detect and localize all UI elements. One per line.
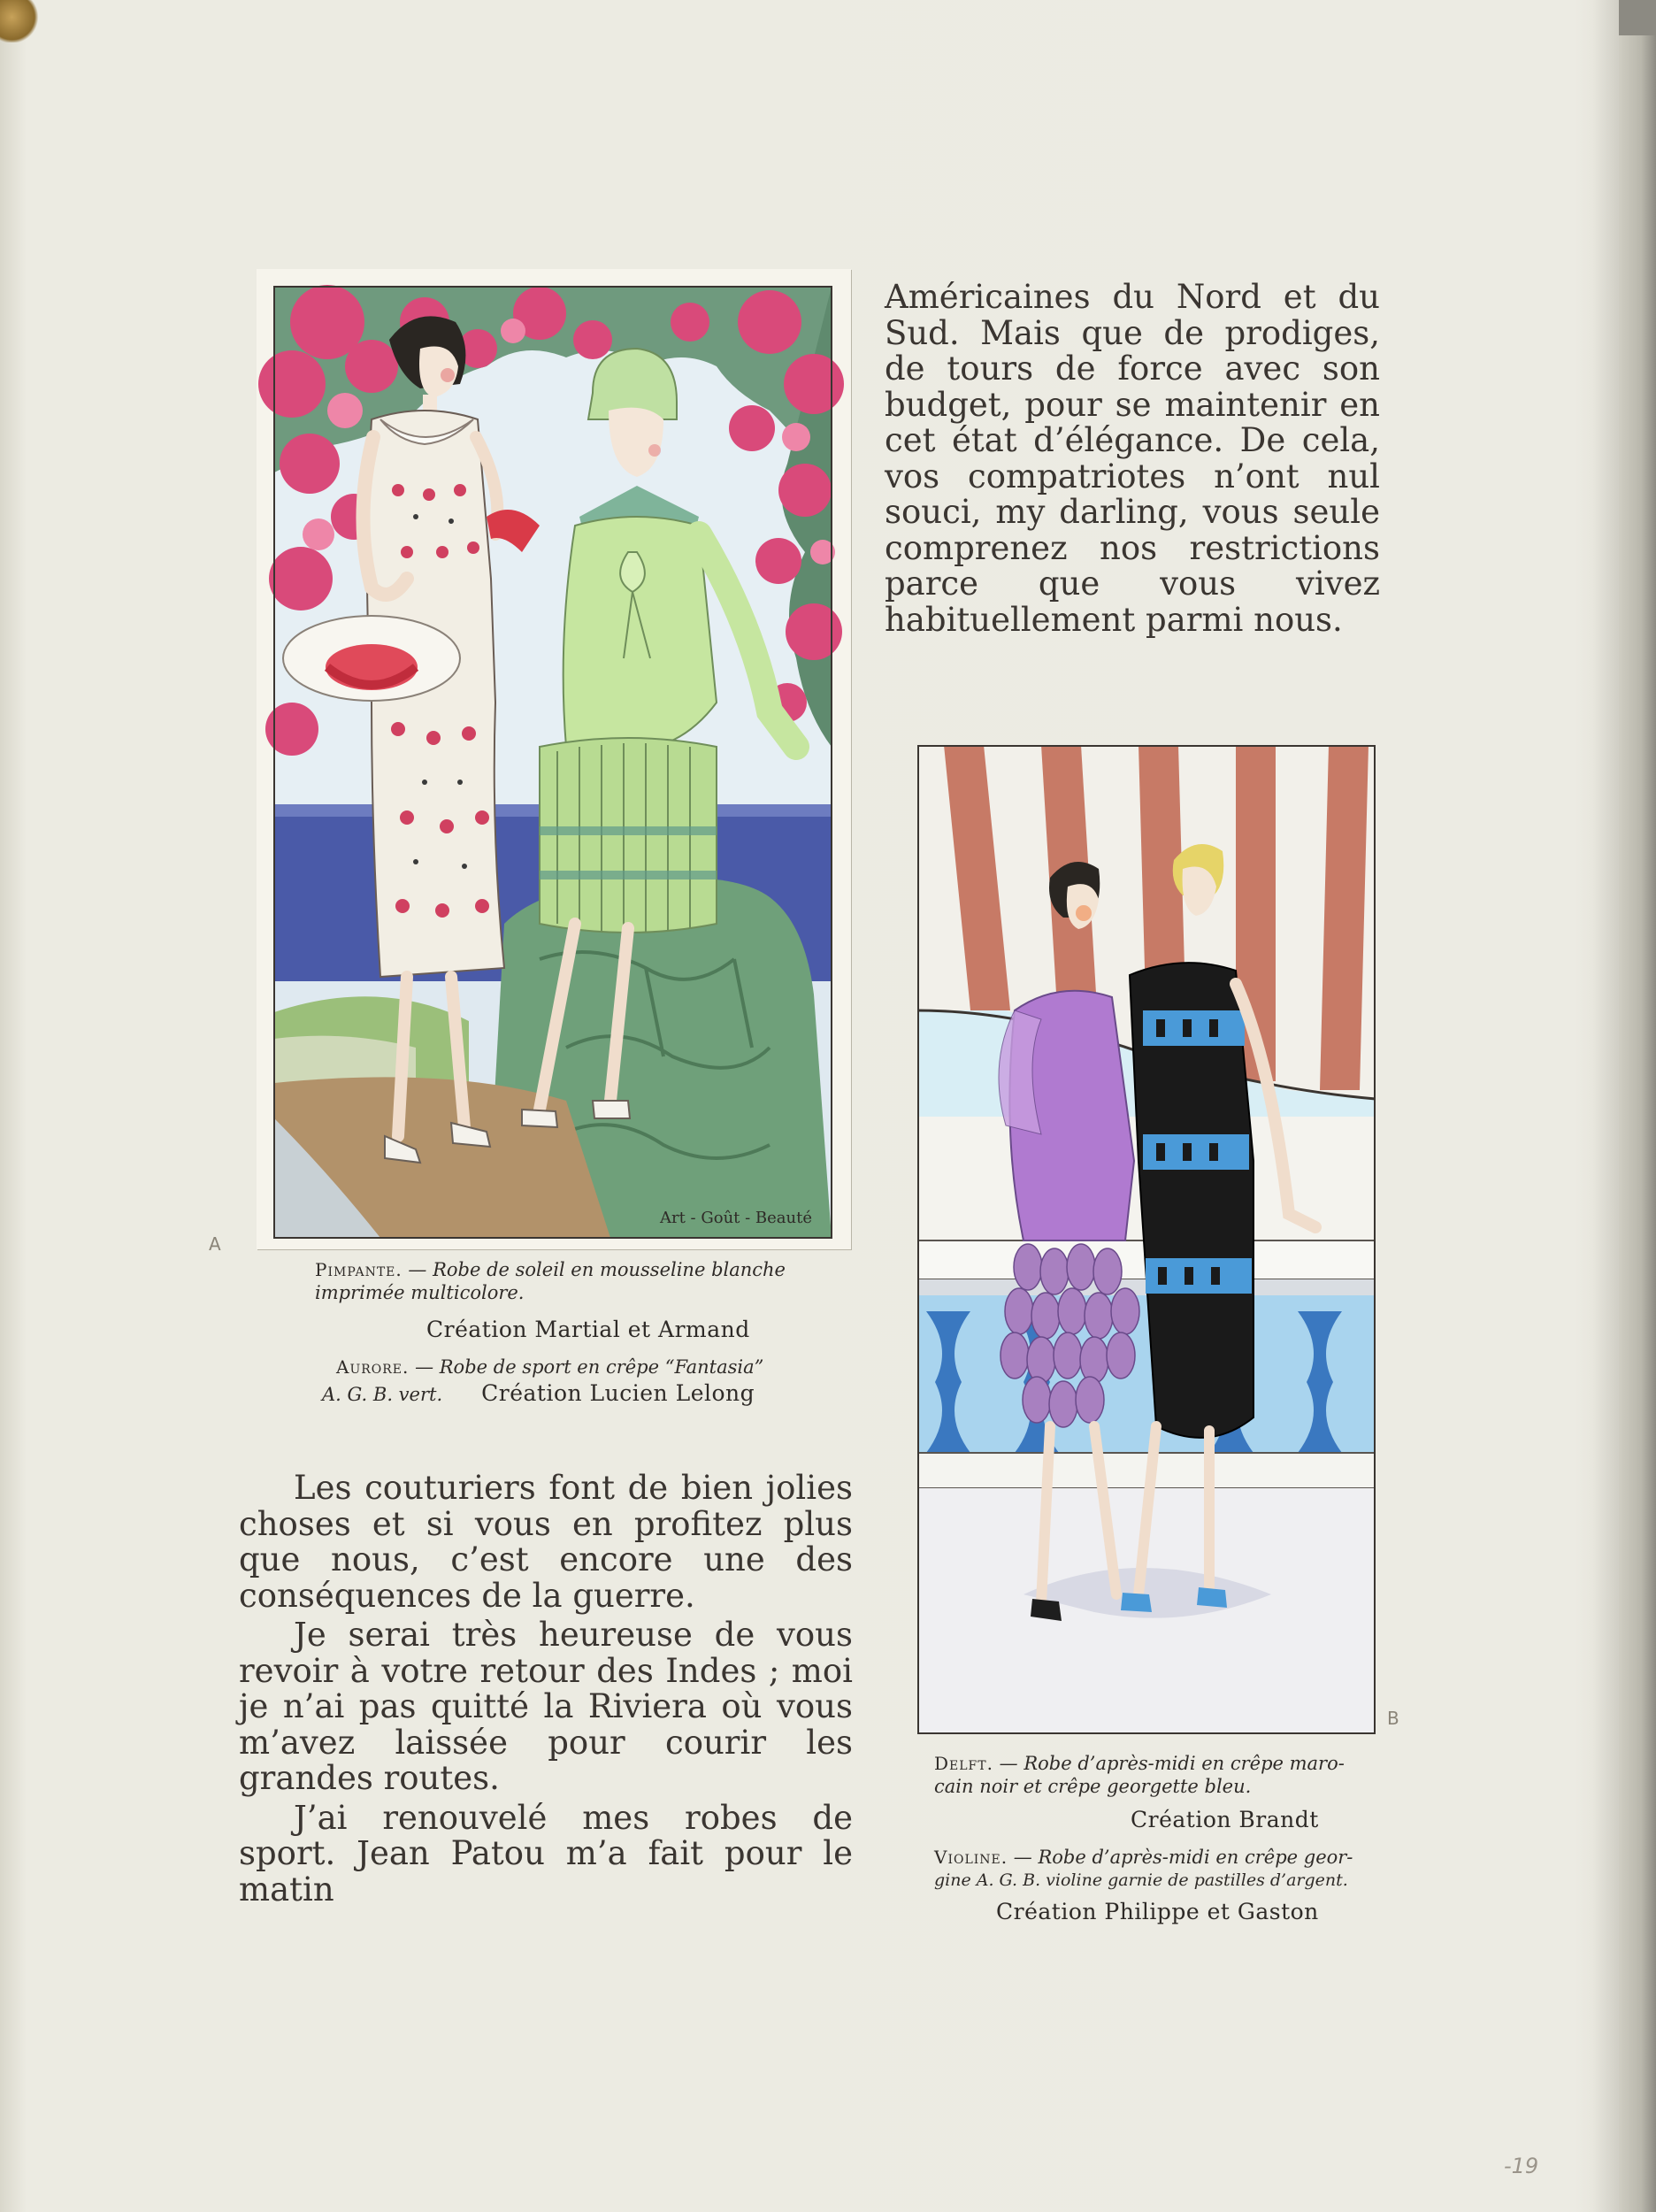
body-paragraph: J’ai renouvelé mes robes de sport. Jean Patou m’a fait pour le matin [239, 1798, 853, 1909]
body-text-left [239, 1471, 853, 1908]
caption-description: Robe d’après-midi en crêpe maro- [1024, 1753, 1345, 1774]
fashion-plate-b [917, 745, 1376, 1734]
caption-creation: Création Philippe et Gaston [996, 1899, 1319, 1924]
plate-b-illustration [917, 745, 1376, 1734]
plate-a-captions [315, 1258, 846, 1409]
fashion-plate-a [257, 269, 851, 1249]
plate-b-captions [934, 1752, 1376, 1927]
caption-pimpante [315, 1258, 846, 1281]
caption-dash: — [409, 1356, 440, 1378]
page-shadow [1592, 0, 1619, 2212]
body-paragraph: Américaines du Nord et du Sud. Mais que de prodiges, de tours de force avec son budget, pour se maintenir en cet état d’élégance. De cela, vos compatriotes n’ont nul souci, my darling, vous seule comprenez nos restrictions parce que vous vivez habituellement parmi nous. [885, 278, 1380, 639]
plate-a-marker: A [209, 1233, 221, 1255]
page-number: -19 [1504, 2154, 1539, 2178]
caption-dash: — [993, 1753, 1024, 1774]
caption-dash: — [1008, 1847, 1039, 1868]
caption-delft [934, 1752, 1376, 1775]
caption-aurore [336, 1356, 846, 1379]
caption-model-name: Aurore. [336, 1356, 410, 1378]
caption-description-cont: A. G. B. vert. [322, 1384, 443, 1405]
plate-a-illustration [257, 269, 851, 1249]
body-paragraph: Je serai très heureuse de vous revoir à votre retour des Indes ; moi je n’ai pas quitté la Riviera où vous m’avez laissée pour courir les grandes routes. [239, 1616, 853, 1797]
caption-description-cont: cain noir et crêpe georgette bleu. [934, 1776, 1252, 1797]
body-paragraph: Les couturiers font de bien jolies choses et si vous en profitez plus que nous, c’est encore une des conséquences de la guerre. [239, 1469, 853, 1615]
plate-b-marker: B [1387, 1708, 1399, 1729]
page-edge [1619, 35, 1656, 2212]
caption-creation: Création Lucien Lelong [481, 1380, 755, 1406]
caption-description: Robe de soleil en mousseline blanche [433, 1259, 786, 1280]
caption-aurore-row2 [322, 1379, 846, 1409]
caption-description-cont: imprimée multicolore. [315, 1282, 525, 1303]
caption-creation: Création Martial et Armand [426, 1317, 750, 1342]
caption-dash: — [402, 1259, 433, 1280]
body-text-right [885, 280, 1380, 638]
plate-a-signature: Art - Goût - Beauté [660, 1209, 813, 1227]
caption-description-cont: gine A. G. B. violine garnie de pastilles d’argent. [934, 1870, 1348, 1890]
caption-model-name: Delft. [934, 1753, 993, 1774]
caption-creation: Création Brandt [1131, 1807, 1319, 1832]
caption-model-name: Violine. [934, 1847, 1008, 1868]
binding-thread [0, 0, 40, 42]
caption-violine [934, 1846, 1376, 1869]
caption-model-name: Pimpante. [315, 1259, 402, 1280]
caption-description: Robe d’après-midi en crêpe geor- [1038, 1847, 1353, 1868]
caption-description: Robe de sport en crêpe “Fantasia” [439, 1356, 764, 1378]
